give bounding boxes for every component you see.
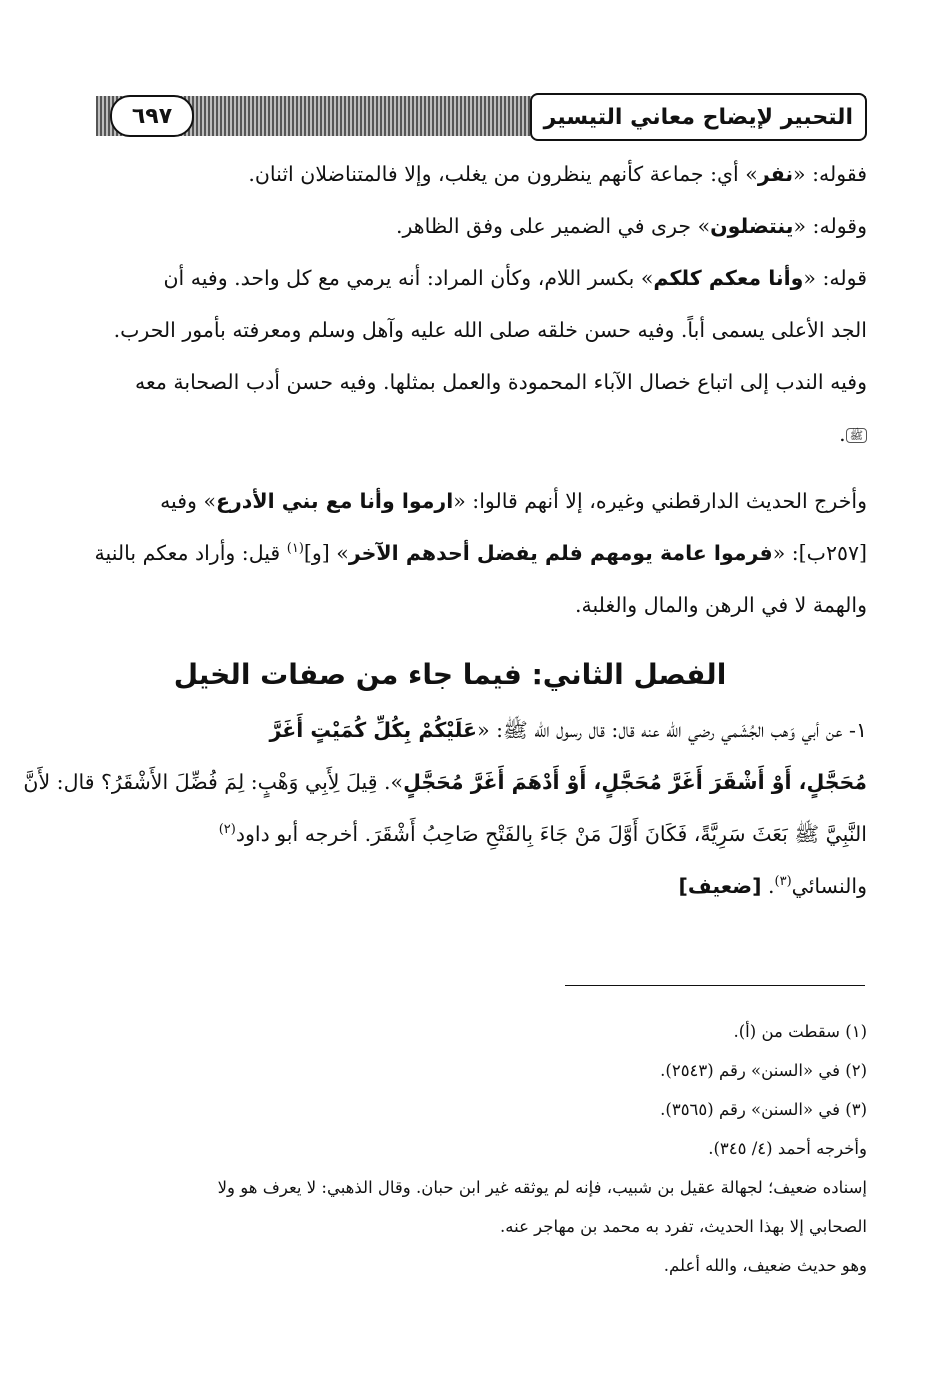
footnote-separator — [565, 985, 865, 986]
text-line — [97, 475, 867, 527]
text: قوله: « — [803, 266, 867, 290]
text: قيل: وأراد معكم بالنية — [94, 541, 287, 565]
text-line — [97, 148, 867, 200]
text-line — [97, 200, 867, 252]
quoted-term: فرموا عامة يومهم فلم يفضل أحدهم الآخر — [348, 541, 773, 565]
footnote-ref[interactable]: (٣) — [774, 874, 792, 890]
paragraph-3 — [97, 252, 867, 460]
quoted-term: ارموا وأنا مع بني الأدرع — [216, 489, 454, 513]
footnote-3: (٣) في «السنن» رقم (٣٥٦٥). — [660, 1100, 867, 1119]
text: » جرى في الضمير على وفق الظاهر. — [395, 214, 711, 238]
text: ١- عن أبي وَهب الجُشَمي رضي الله عنه قال: قال رسول الله ﷺ: « — [477, 718, 867, 742]
text-line — [97, 252, 867, 304]
footnote-3-continued: وهو حديث ضعيف، والله أعلم. — [663, 1256, 867, 1275]
text: [٢٥٧ب]: « — [772, 541, 867, 565]
text: » وفيه — [160, 489, 216, 513]
section-title: الفصل الثاني: فيما جاء من صفات الخيل — [173, 658, 727, 691]
text-line — [97, 408, 867, 460]
text: . — [761, 874, 775, 898]
text: وقوله: « — [793, 214, 867, 238]
text-line: والهمة لا في الرهن والمال والغلبة. — [574, 593, 867, 617]
footnote-2: (٢) في «السنن» رقم (٢٥٤٣). — [660, 1061, 867, 1080]
page-number: ٦٩٧ — [110, 95, 194, 137]
text: النَّبِيَّ ﷺ بَعَثَ سَرِيَّةً، فَكَانَ أَوَّلَ مَنْ جَاءَ بِالفَتْحِ صَاحِبُ أَشْقَرَ. أخرجه أبو داود — [235, 822, 867, 846]
text-line — [94, 527, 867, 579]
text: ». قِيلَ لِأَبِي وَهْبٍ: لِمَ فُضِّلَ الأَشْقَرُ؟ قال: لأَنَّ — [23, 770, 404, 794]
text-line: الجد الأعلى يسمى أباً. وفيه حسن خلقه صلى الله عليه وآهل وسلم ومعرفته بأمور الحرب. — [113, 318, 867, 342]
footnotes — [97, 1012, 867, 1285]
text: وأخرج الحديث الدارقطني وغيره، إلا أنهم قالوا: « — [453, 489, 867, 513]
footnote-3-continued: إسناده ضعيف؛ لجهالة عقيل بن شبيب، فإنه لم يوثقه غير ابن حبان. وقال الذهبي: لا يعرف هو ولا — [217, 1178, 867, 1197]
footnote-3-continued: وأخرجه أحمد (٤/ ٣٤٥). — [708, 1139, 867, 1158]
paragraph-1 — [97, 148, 867, 200]
quoted-term: ينتضلون — [710, 214, 794, 238]
text: » بكسر اللام، وكأن المراد: أنه يرمي مع كل واحد. وفيه أن — [163, 266, 654, 290]
footnote-3-continued: الصحابي إلا بهذا الحديث، تفرد به محمد بن مهاجر عنه. — [500, 1217, 867, 1236]
hadith-paragraph — [23, 704, 867, 912]
text-line — [97, 808, 867, 860]
book-title: التحبير لإيضاح معاني التيسير — [530, 93, 867, 141]
salutation-symbol: ﷺ — [846, 428, 867, 443]
footnote-ref[interactable]: (١) — [286, 541, 304, 557]
grading-label: [ضعيف] — [678, 874, 762, 898]
text: . — [839, 422, 846, 446]
paragraph-2 — [97, 200, 867, 252]
text-line: وفيه الندب إلى اتباع خصال الآباء المحمودة والعمل بمثلها. وفيه حسن أدب الصحابة معه — [135, 370, 867, 394]
text-line — [97, 860, 867, 912]
footnote-1: (١) سقطت من (أ). — [733, 1022, 867, 1041]
footnote-ref[interactable]: (٢) — [218, 822, 236, 838]
hadith-text: عَلَيْكُمْ بِكُلِّ كُمَيْتٍ أَغَرَّ — [269, 718, 478, 742]
text-line — [23, 756, 867, 808]
hadith-text: مُحَجَّلٍ، أَوْ أَشْقَرَ أَغَرَّ مُحَجَّلٍ، أَوْ أَدْهَمَ أَغَرَّ مُحَجَّلٍ — [403, 770, 867, 794]
text-line — [97, 704, 867, 756]
quoted-term: وأنا معكم كلكم — [653, 266, 804, 290]
text: » أي: جماعة كأنهم ينظرون من يغلب، وإلا فالمتناضلان اثنان. — [248, 162, 758, 186]
paragraph-4 — [94, 475, 867, 631]
text: فقوله: « — [793, 162, 867, 186]
text: » [و] — [303, 541, 349, 565]
text: والنسائي — [791, 874, 867, 898]
quoted-term: نفر — [757, 162, 794, 186]
